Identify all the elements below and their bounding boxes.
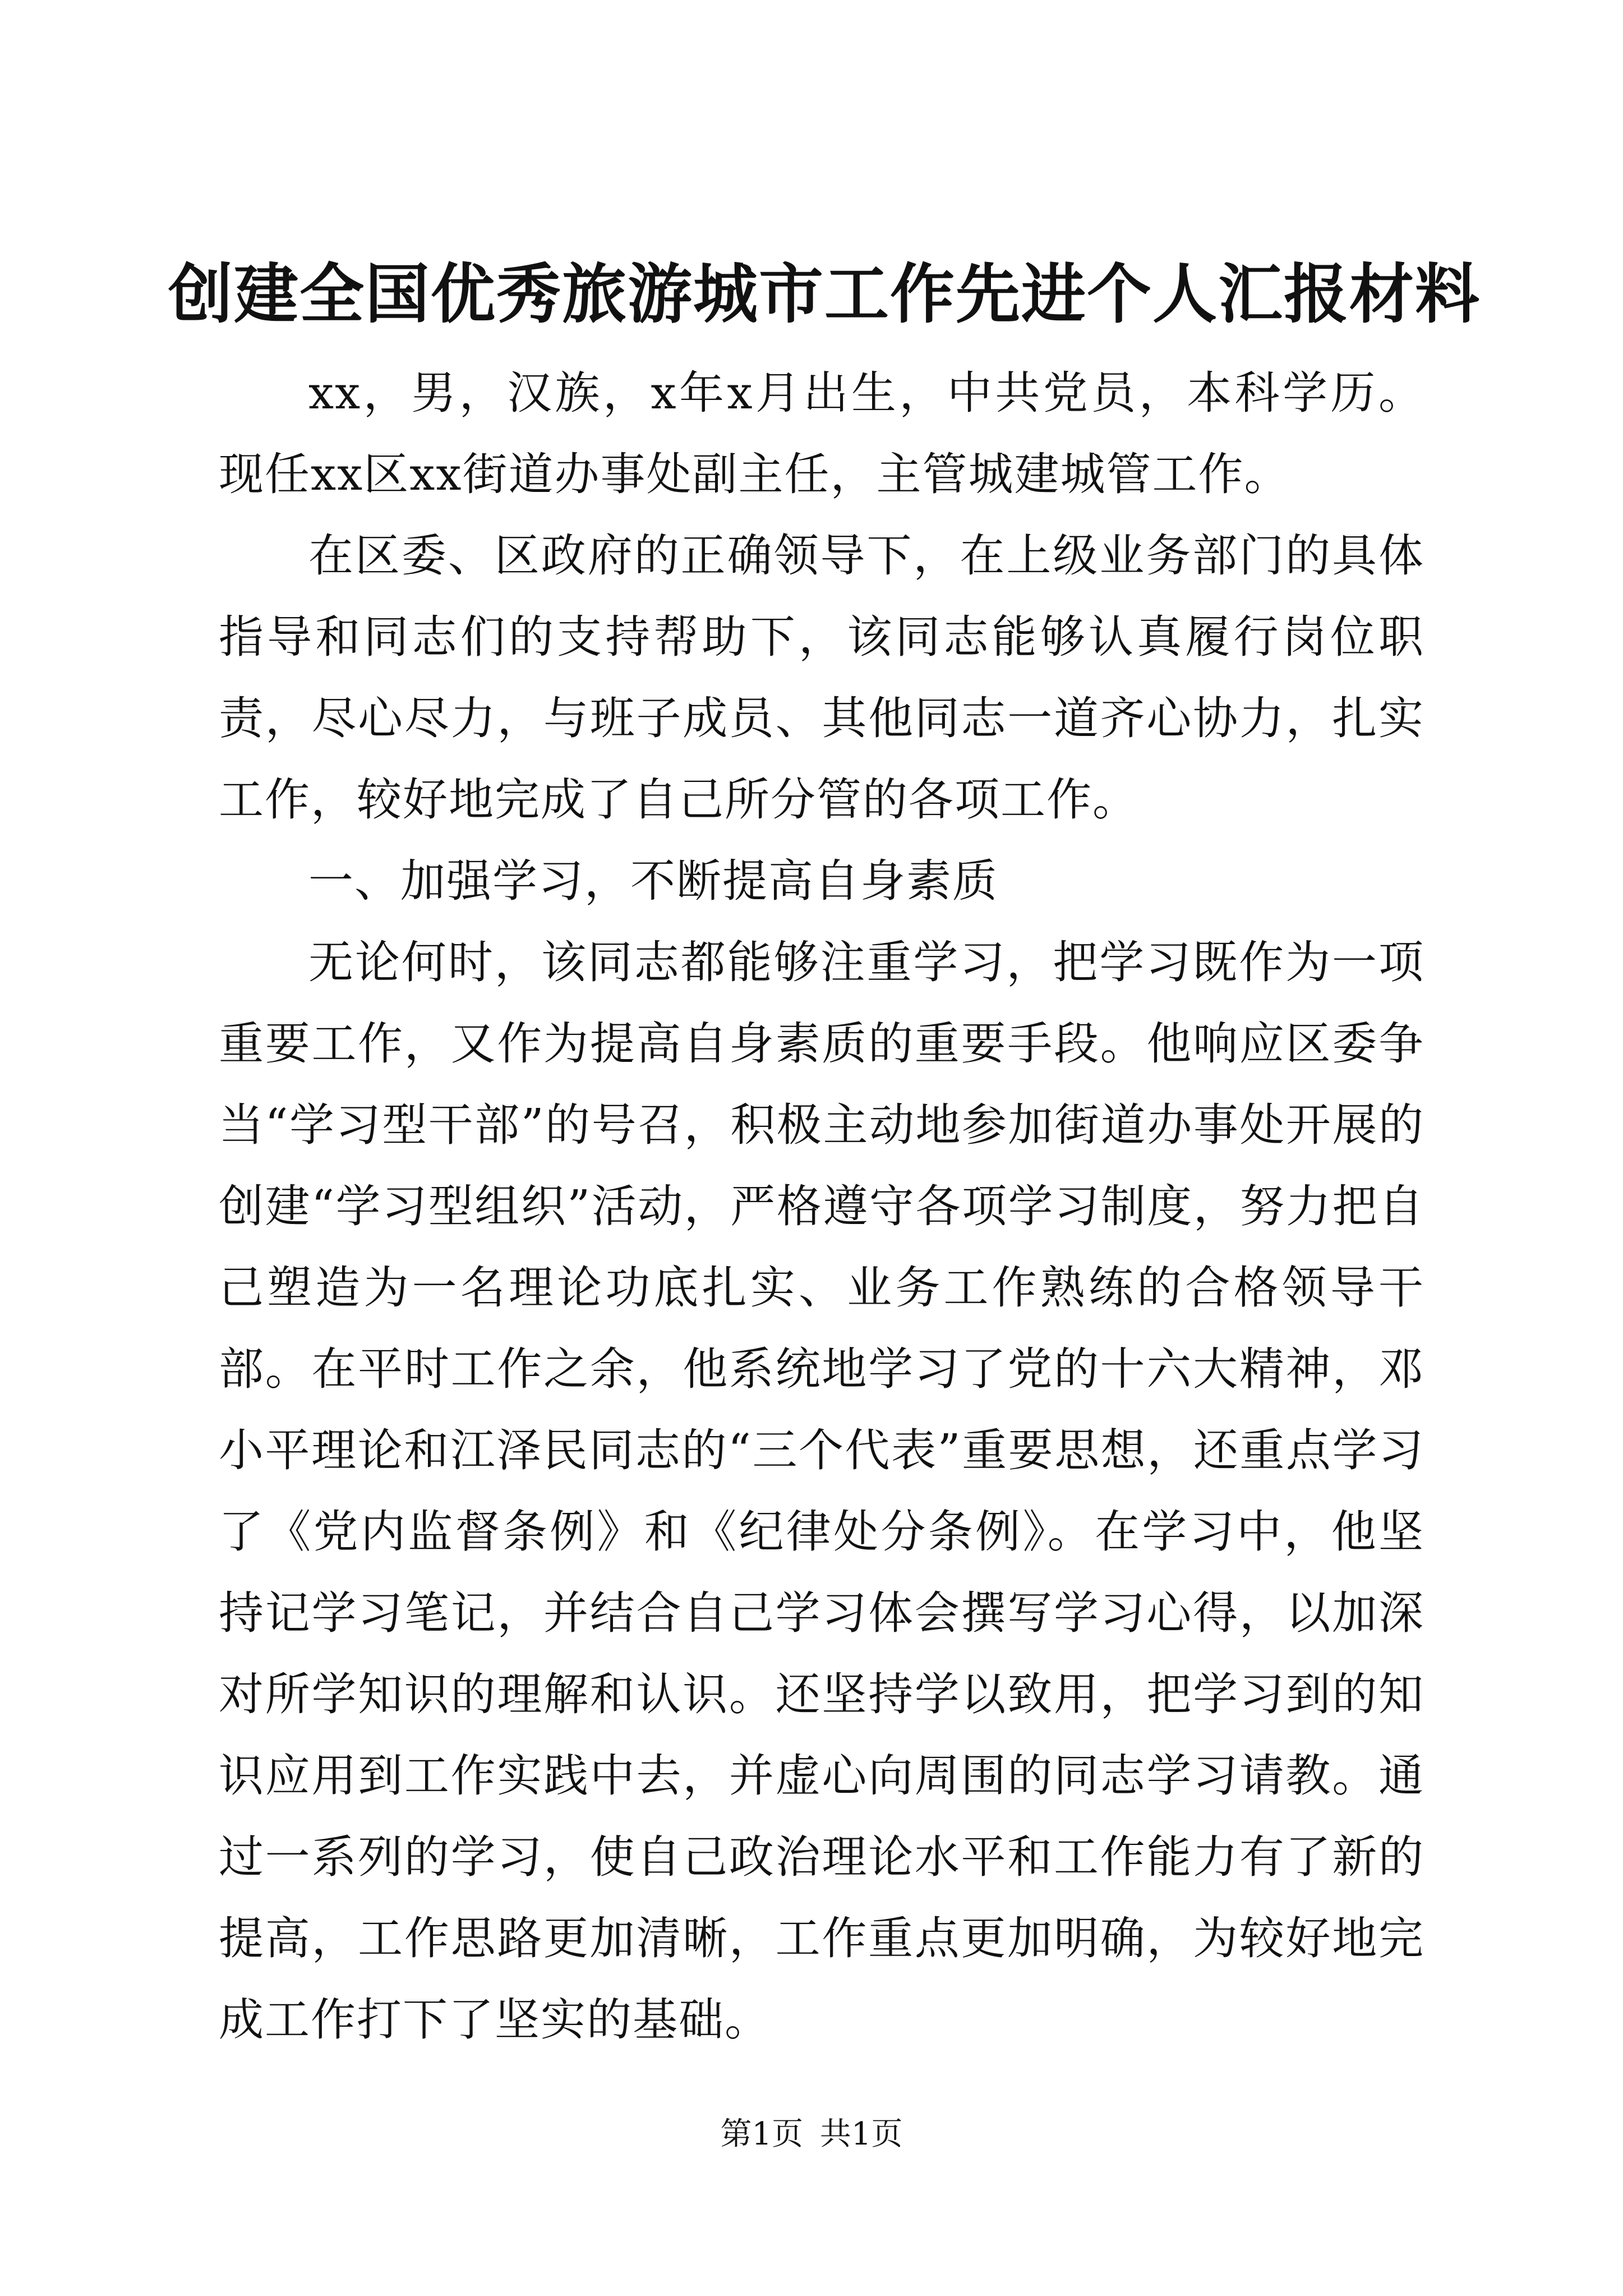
document-title: 创建全国优秀旅游城市工作先进个人汇报材料 (168, 256, 1481, 332)
page-footer (0, 2115, 1623, 2154)
summary-paragraph: 在区委、区政府的正确领导下，在上级业务部门的具体指导和同志们的支持帮助下，该同志能够认真履行岗位职责，尽心尽力，与班子成员、其他同志一道齐心协力，扎实工作，较好地完成了自己所分管的各项工作。 (219, 530, 1424, 826)
page-number: 第1页 (720, 2116, 804, 2152)
study-paragraph: 无论何时，该同志都能够注重学习，把学习既作为一项重要工作，又作为提高自身素质的重要手段。他响应区委争当“学习型干部”的号召，积极主动地参加街道办事处开展的创建“学习型组织”活动，严格遵守各项学习制度，努力把自己塑造为一名理论功底扎实、业务工作熟练的合格领导干部。在平时工作之余，他系统地学习了党的十六大精神，邓小平理论和江泽民同志的“三个代表”重要思想，还重点学习了《党内监督条例》和《纪律处分条例》。在学习中，他坚持记学习笔记，并结合自己学习体会撰写学习心得，以加深对所学知识的理解和认识。还坚持学以致用，把学习到的知识应用到工作实践中去，并虚心向周围的同志学习请教。通过一系列的学习，使自己政治理论水平和工作能力有了新的提高，工作思路更加清晰，工作重点更加明确，为较好地完成工作打下了坚实的基础。 (219, 936, 1424, 2046)
section-heading: 一、加强学习，不断提高自身素质 (308, 855, 998, 907)
intro-paragraph: xx，男，汉族，x年x月出生，中共党员，本科学历。现任xx区xx街道办事处副主任，主管城建城管工作。 (219, 367, 1424, 500)
page-total: 共1页 (819, 2116, 903, 2152)
document-body (219, 352, 1424, 2060)
